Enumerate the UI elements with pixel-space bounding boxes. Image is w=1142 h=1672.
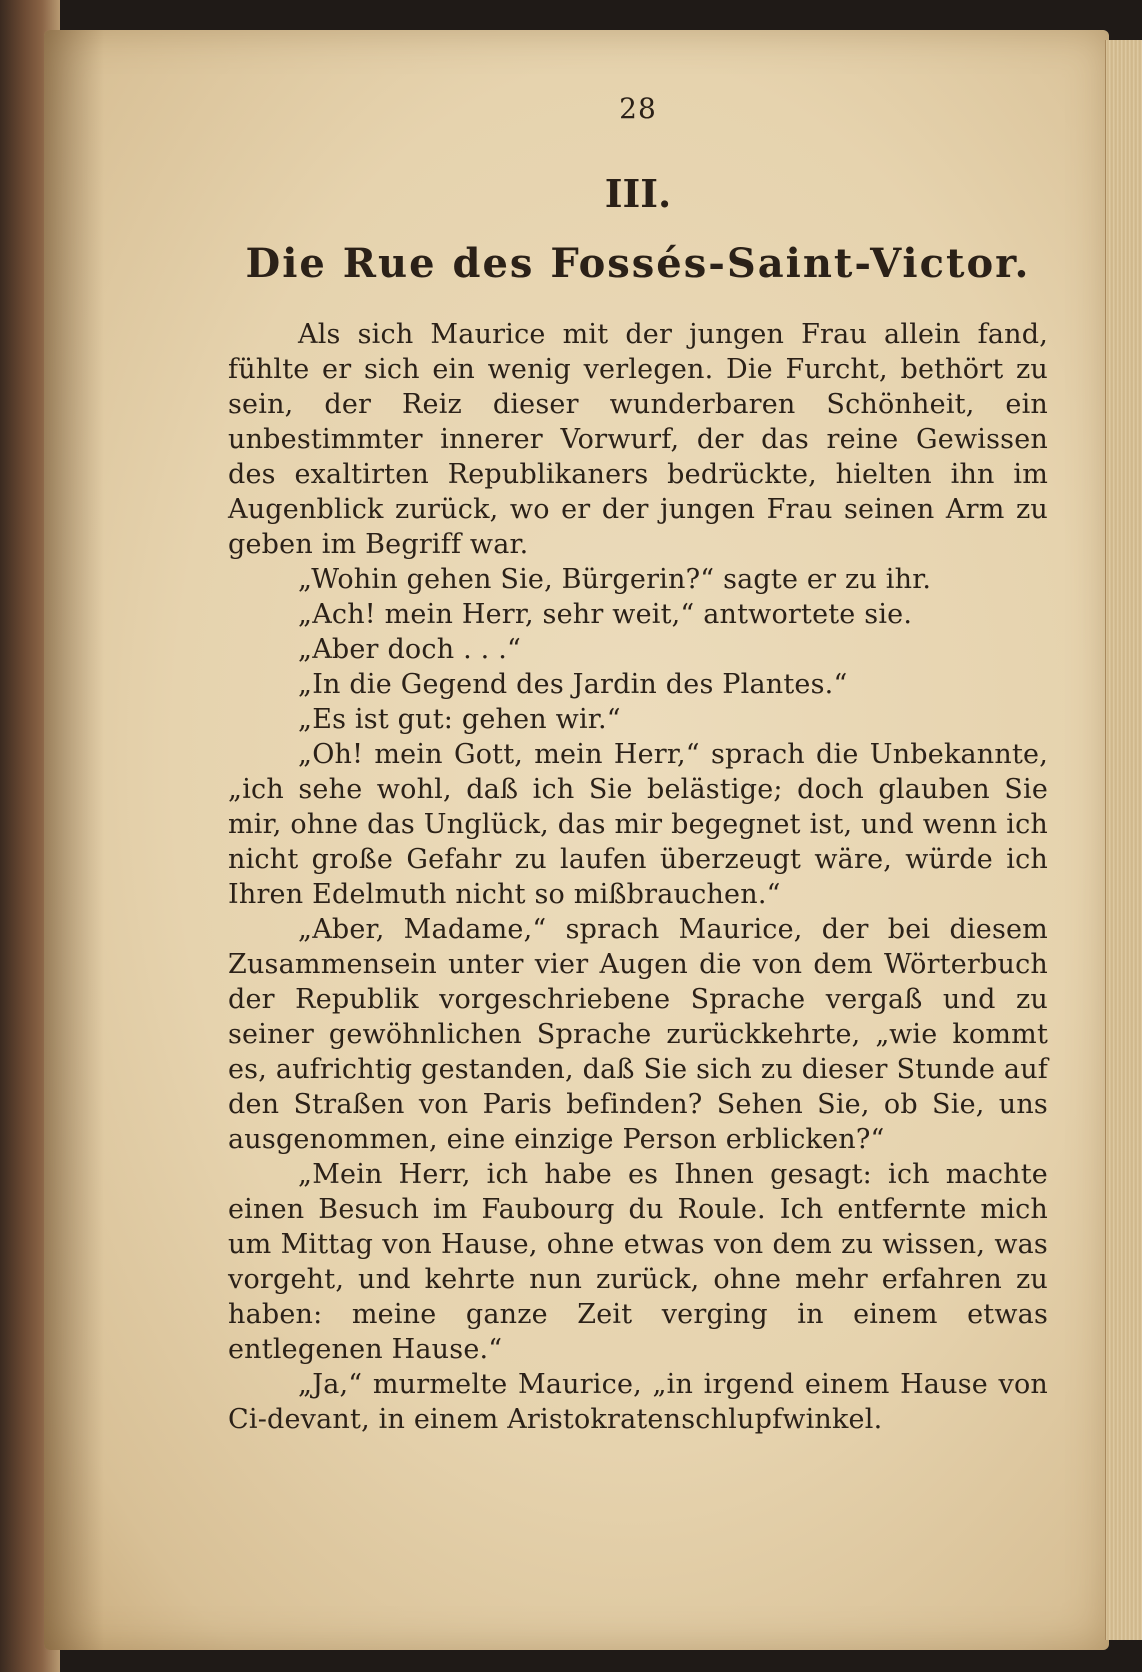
body-text — [228, 317, 1048, 1437]
paragraph: „Wohin gehen Sie, Bürgerin?“ sagte er zu ihr. — [298, 564, 932, 595]
paragraph: „Aber, Madame,“ sprach Maurice, der bei diesem Zusammensein unter vier Augen die von dem Wörterbuch der Republik vorgeschriebene Sprache vergaß und zu seiner gewöhnlichen Sprache zurückkehrte, „wie kommt es, aufrichtig gestanden, daß Sie sich zu dieser Stunde auf den Straßen von Paris befinden? Sehen Sie, ob Sie, uns ausgenommen, eine einzige Person erblicken?“ — [228, 914, 1048, 1155]
paragraph: „In die Gegend des Jardin des Plantes.“ — [298, 669, 848, 700]
paragraph: „Ach! mein Herr, sehr weit,“ antwortete sie. — [298, 599, 913, 630]
page-edges — [1105, 40, 1142, 1640]
chapter-number: III. — [604, 171, 672, 216]
paragraph: „Ja,“ murmelte Maurice, „in irgend einem Hause von Ci-devant, in einem Aristokratenschlupfwinkel. — [228, 1369, 1048, 1435]
page-number: 28 — [619, 92, 657, 125]
paragraph: „Es ist gut: gehen wir.“ — [298, 704, 621, 735]
text-block — [228, 92, 1048, 1437]
paragraph: „Aber doch . . .“ — [298, 634, 521, 665]
chapter-title: Die Rue des Fossés-Saint-Victor. — [245, 240, 1031, 287]
paragraph: Als sich Maurice mit der jungen Frau allein fand, fühlte er sich ein wenig verlegen. Die Furcht, bethört zu sein, der Reiz dieser wunderbaren Schönheit, ein unbestimmter innerer Vorwurf, der das reine Gewissen des exaltirten Republikaners bedrückte, hielten ihn im Augenblick zurück, wo er der jungen Frau seinen Arm zu geben im Begriff war. — [228, 319, 1048, 560]
paragraph: „Oh! mein Gott, mein Herr,“ sprach die Unbekannte, „ich sehe wohl, daß ich Sie belästige; doch glauben Sie mir, ohne das Unglück, das mir begegnet ist, und wenn ich nicht große Gefahr zu laufen überzeugt wäre, würde ich Ihren Edelmuth nicht so mißbrauchen.“ — [228, 739, 1048, 910]
paragraph: „Mein Herr, ich habe es Ihnen gesagt: ich machte einen Besuch im Faubourg du Roule. Ich entfernte mich um Mittag von Hause, ohne etwas von dem zu wissen, was vorgeht, und kehrte nun zurück, ohne mehr erfahren zu haben: meine ganze Zeit verging in einem etwas entlegenen Hause.“ — [228, 1159, 1048, 1365]
gutter-shadow — [44, 30, 104, 1650]
